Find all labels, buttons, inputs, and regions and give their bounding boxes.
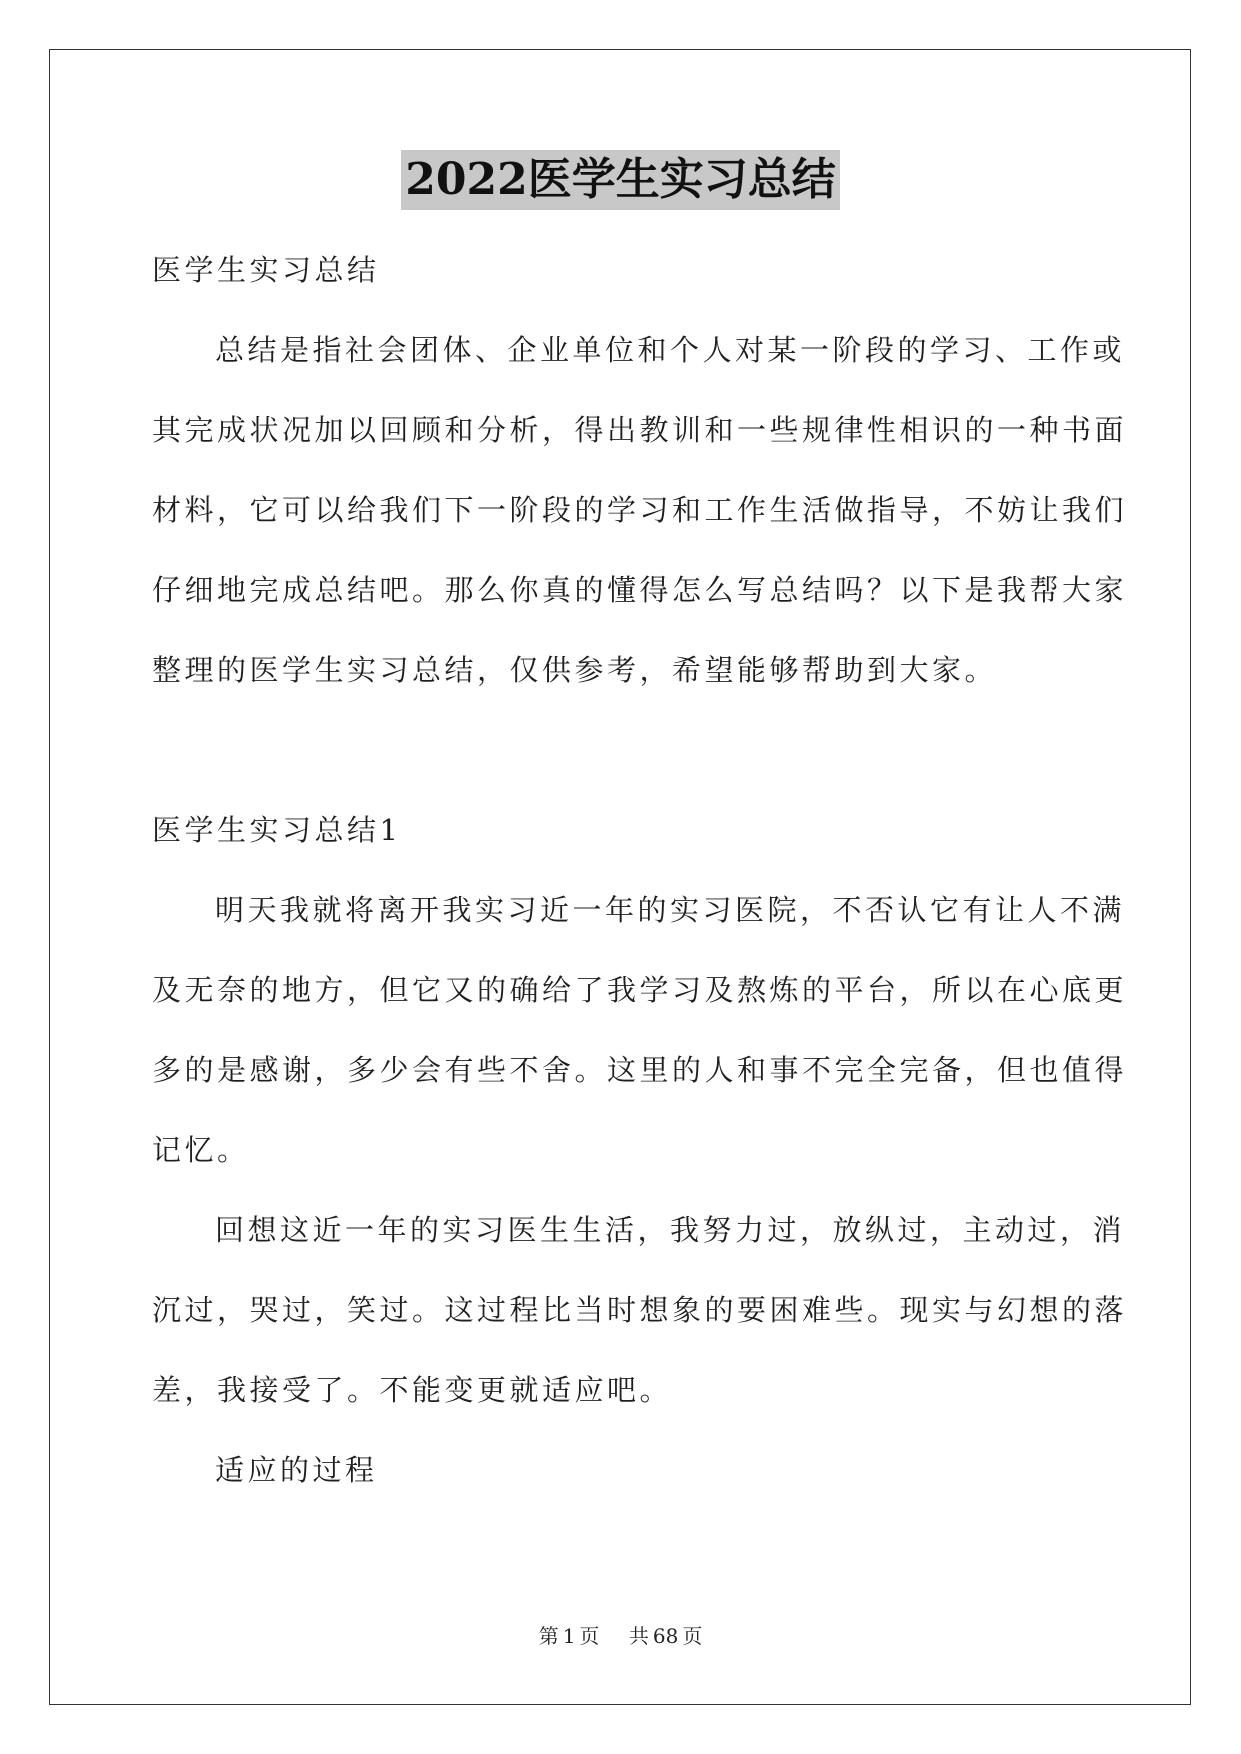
paragraph-line: 仔细地完成总结吧。那么你真的懂得怎么写总结吗？以下是我帮大家: [152, 573, 1128, 607]
section-heading-intro: 医学生实习总结: [152, 253, 380, 287]
footer-total-pages: 68: [652, 1624, 679, 1648]
section-heading-1: 医学生实习总结1: [152, 813, 402, 847]
paragraph-line: 回想这近一年的实习医生生活，我努力过，放纵过，主动过，消: [215, 1213, 1126, 1247]
footer-page-suffix: 页: [579, 1624, 600, 1648]
paragraph-line: 适应的过程: [215, 1453, 378, 1487]
paragraph-line: 整理的医学生实习总结，仅供参考，希望能够帮助到大家。: [152, 653, 998, 687]
paragraph-line: 记忆。: [152, 1133, 250, 1167]
page-footer: [0, 1620, 1241, 1649]
paragraph-line: 其完成状况加以回顾和分析，得出教训和一些规律性相识的一种书面: [152, 413, 1128, 447]
paragraph-line: 及无奈的地方，但它又的确给了我学习及熬炼的平台，所以在心底更: [152, 973, 1128, 1007]
paragraph-line: 差，我接受了。不能变更就适应吧。: [152, 1373, 673, 1407]
footer-total-suffix: 页: [682, 1624, 703, 1648]
paragraph-line: 总结是指社会团体、企业单位和个人对某一阶段的学习、工作或: [215, 333, 1126, 367]
paragraph-line: 沉过，哭过，笑过。这过程比当时想象的要困难些。现实与幻想的落: [152, 1293, 1128, 1327]
title-container: [0, 150, 1241, 210]
footer-page-prefix: 第: [538, 1624, 559, 1648]
footer-page-number: 1: [562, 1624, 576, 1648]
document-title: 2022医学生实习总结: [401, 150, 839, 210]
footer-total-prefix: 共: [628, 1624, 649, 1648]
paragraph-line: 多的是感谢，多少会有些不舍。这里的人和事不完全完备，但也值得: [152, 1053, 1128, 1087]
paragraph-line: 材料，它可以给我们下一阶段的学习和工作生活做指导，不妨让我们: [152, 493, 1128, 527]
paragraph-line: 明天我就将离开我实习近一年的实习医院，不否认它有让人不满: [215, 893, 1126, 927]
